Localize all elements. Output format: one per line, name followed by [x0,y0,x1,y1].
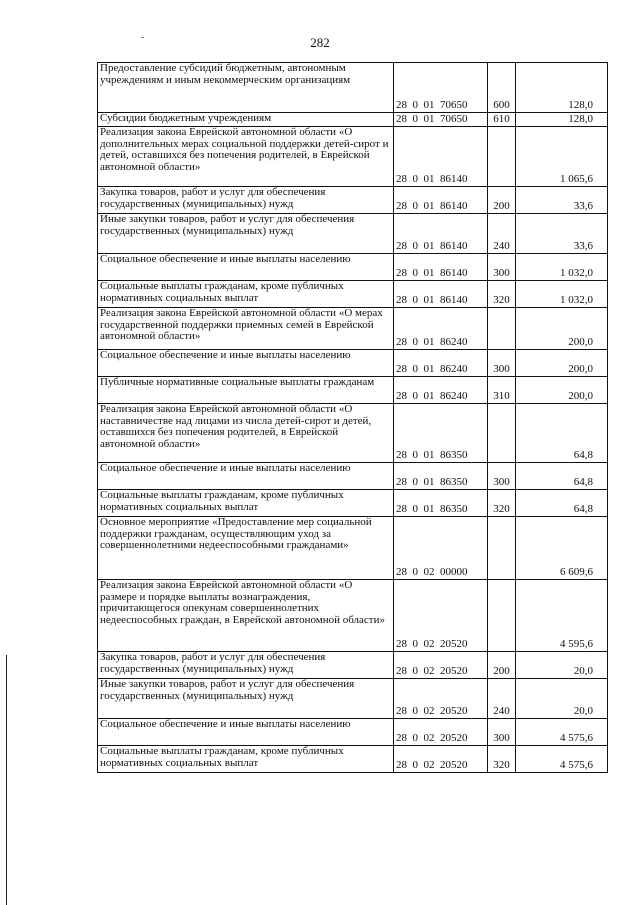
table-row [98,463,608,490]
row-name-cell: Реализация закона Еврейской автономной области «О мерах государственной поддержки приемных семей в Еврейской автономной области» [98,308,394,350]
row-amount-cell: 200,0 [516,377,608,404]
row-section-code-cell: 28 0 01 86240 [394,308,488,350]
table-row [98,187,608,214]
row-amount-cell: 1 032,0 [516,254,608,281]
budget-table-body [98,63,608,773]
table-row [98,377,608,404]
row-expense-type-cell: 200 [488,652,516,679]
row-section-code-cell: 28 0 01 86140 [394,254,488,281]
page-number: 282 [310,35,330,50]
row-amount-cell: 1 065,6 [516,127,608,187]
row-section-code-cell: 28 0 01 86240 [394,350,488,377]
row-name-cell: Социальные выплаты гражданам, кроме публичных нормативных социальных выплат [98,281,394,308]
row-amount-cell: 64,8 [516,463,608,490]
row-section-code-cell: 28 0 01 70650 [394,113,488,127]
row-expense-type-cell [488,404,516,463]
table-row [98,652,608,679]
row-expense-type-cell: 320 [488,281,516,308]
row-expense-type-cell [488,580,516,652]
row-name-cell: Субсидии бюджетным учреждениям [98,113,394,127]
row-amount-cell: 200,0 [516,308,608,350]
row-amount-cell: 4 575,6 [516,746,608,773]
table-row [98,127,608,187]
row-expense-type-cell: 600 [488,63,516,113]
table-row [98,254,608,281]
row-expense-type-cell: 200 [488,187,516,214]
row-name-cell: Иные закупки товаров, работ и услуг для обеспечения государственных (муниципальных) нужд [98,679,394,719]
row-name-cell: Иные закупки товаров, работ и услуг для обеспечения государственных (муниципальных) нужд [98,214,394,254]
row-amount-cell: 33,6 [516,187,608,214]
row-name-cell: Реализация закона Еврейской автономной области «О дополнительных мерах социальной поддержки детей-сирот и детей, оставшихся без попечения родителей, в Еврейской автономной области» [98,127,394,187]
row-amount-cell: 20,0 [516,679,608,719]
table-row [98,679,608,719]
row-expense-type-cell: 310 [488,377,516,404]
row-amount-cell: 64,8 [516,404,608,463]
table-row [98,490,608,517]
row-name-cell: Основное мероприятие «Предоставление мер социальной поддержки гражданам, осуществляющим уход за совершеннолетними недееспособными гражданами» [98,517,394,580]
row-name-cell: Социальные выплаты гражданам, кроме публичных нормативных социальных выплат [98,490,394,517]
row-name-cell: Социальные выплаты гражданам, кроме публичных нормативных социальных выплат [98,746,394,773]
binding-margin-line [6,655,7,905]
row-expense-type-cell: 320 [488,490,516,517]
row-amount-cell: 20,0 [516,652,608,679]
row-amount-cell: 128,0 [516,63,608,113]
row-amount-cell: 4 575,6 [516,719,608,746]
row-name-cell: Социальное обеспечение и иные выплаты населению [98,350,394,377]
row-amount-cell: 4 595,6 [516,580,608,652]
row-section-code-cell: 28 0 02 00000 [394,517,488,580]
table-row [98,404,608,463]
row-expense-type-cell [488,517,516,580]
table-row [98,214,608,254]
row-name-cell: Социальное обеспечение и иные выплаты населению [98,719,394,746]
row-amount-cell: 200,0 [516,350,608,377]
row-section-code-cell: 28 0 02 20520 [394,746,488,773]
table-row [98,517,608,580]
table-row [98,350,608,377]
row-section-code-cell: 28 0 02 20520 [394,580,488,652]
row-section-code-cell: 28 0 01 86240 [394,377,488,404]
row-amount-cell: 1 032,0 [516,281,608,308]
table-row [98,719,608,746]
table-row [98,113,608,127]
row-amount-cell: 33,6 [516,214,608,254]
row-section-code-cell: 28 0 01 86350 [394,404,488,463]
row-name-cell: Закупка товаров, работ и услуг для обеспечения государственных (муниципальных) нужд [98,187,394,214]
row-section-code-cell: 28 0 01 86140 [394,127,488,187]
row-expense-type-cell: 300 [488,254,516,281]
row-section-code-cell: 28 0 02 20520 [394,719,488,746]
row-name-cell: Социальное обеспечение и иные выплаты населению [98,254,394,281]
row-name-cell: Реализация закона Еврейской автономной области «О размере и порядке выплаты вознаграждения, причитающегося опекунам совершеннолетних недееспособных граждан, в Еврейской автономной области» [98,580,394,652]
row-expense-type-cell: 240 [488,679,516,719]
row-amount-cell: 6 609,6 [516,517,608,580]
table-row [98,281,608,308]
row-name-cell: Закупка товаров, работ и услуг для обеспечения государственных (муниципальных) нужд [98,652,394,679]
row-section-code-cell: 28 0 01 86140 [394,214,488,254]
row-section-code-cell: 28 0 01 86350 [394,463,488,490]
row-expense-type-cell: 240 [488,214,516,254]
row-name-cell: Публичные нормативные социальные выплаты гражданам [98,377,394,404]
row-expense-type-cell: 300 [488,719,516,746]
row-expense-type-cell: 610 [488,113,516,127]
row-amount-cell: 128,0 [516,113,608,127]
row-expense-type-cell [488,127,516,187]
row-section-code-cell: 28 0 02 20520 [394,679,488,719]
row-expense-type-cell [488,308,516,350]
row-section-code-cell: 28 0 01 86140 [394,187,488,214]
row-expense-type-cell: 300 [488,350,516,377]
row-section-code-cell: 28 0 01 70650 [394,63,488,113]
table-row [98,580,608,652]
row-amount-cell: 64,8 [516,490,608,517]
row-name-cell: Реализация закона Еврейской автономной области «О наставничестве над лицами из числа детей-сирот и детей, оставшихся без попечения родителей, в Еврейской автономной области» [98,404,394,463]
row-expense-type-cell: 320 [488,746,516,773]
table-row [98,308,608,350]
table-row [98,746,608,773]
row-name-cell: Предоставление субсидий бюджетным, автономным учреждениям и иным некоммерческим организациям [98,63,394,113]
row-expense-type-cell: 300 [488,463,516,490]
row-section-code-cell: 28 0 02 20520 [394,652,488,679]
row-section-code-cell: 28 0 01 86350 [394,490,488,517]
row-name-cell: Социальное обеспечение и иные выплаты населению [98,463,394,490]
budget-table [97,62,608,773]
table-row [98,63,608,113]
row-section-code-cell: 28 0 01 86140 [394,281,488,308]
